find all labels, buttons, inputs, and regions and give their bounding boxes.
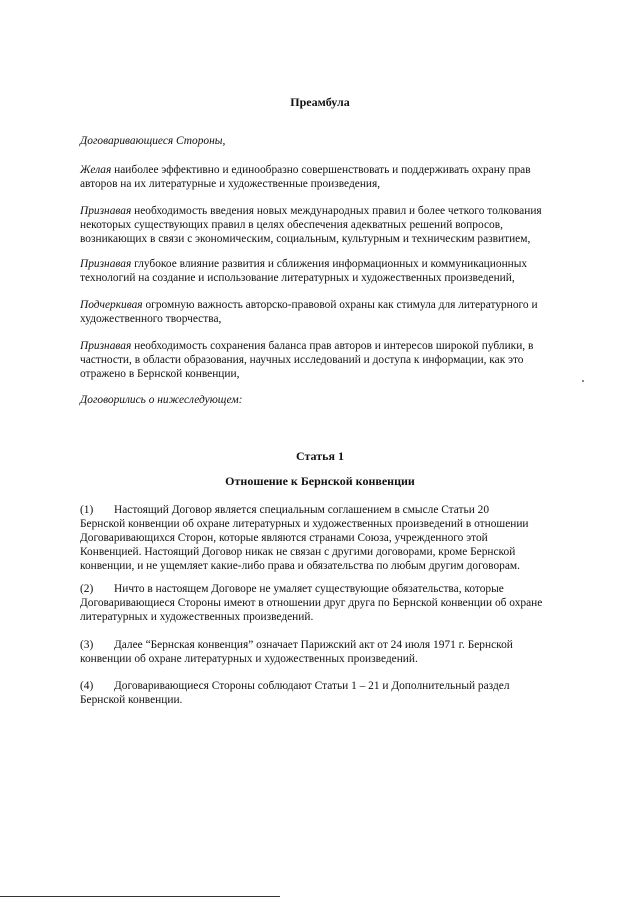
paragraph-number: (1) <box>80 504 94 516</box>
paragraph-text: необходимость введения новых международных правил и более четкого толкования <box>131 205 542 217</box>
paragraph-lead: Желая <box>80 164 112 176</box>
scan-speck <box>582 380 584 382</box>
paragraph-line <box>80 163 580 177</box>
preamble-closing: Договорились о нижеследующем: <box>80 394 243 406</box>
paragraph-text: Настоящий Договор является специальным соглашением в смысле Статьи 20 <box>114 504 490 516</box>
paragraph-line: частности, в области образования, научных исследований и доступа к информации, как это <box>80 354 524 366</box>
paragraph-line <box>80 298 580 312</box>
paragraph-lead: Признавая <box>80 258 132 270</box>
paragraph-line: Конвенцией. Настоящий Договор никак не связан с другими договорами, кроме Бернской <box>80 546 516 558</box>
paragraph-lead: Признавая <box>80 340 132 352</box>
paragraph-text: Ничто в настоящем Договоре не умаляет существующие обязательства, которые <box>114 583 504 595</box>
paragraph-line: некоторых существующих правил в целях обеспечения адекватных решений вопросов, <box>80 219 503 231</box>
paragraph-number: (3) <box>80 639 94 651</box>
paragraph-line <box>80 679 580 693</box>
paragraph-line: технологий на создание и использование литературных и художественных произведений, <box>80 272 515 284</box>
preamble-paragraph-2 <box>80 204 580 246</box>
preamble-paragraph-1 <box>80 163 580 191</box>
paragraph-line <box>80 638 580 652</box>
paragraph-line: возникающих в связи с экономическим, социальным, культурным и техническим развитием, <box>80 233 531 245</box>
paragraph-text: наиболее эффективно и единообразно совершенствовать и поддерживать охрану прав <box>111 164 531 176</box>
preamble-paragraph-4 <box>80 298 580 326</box>
article-paragraph-3 <box>80 638 580 666</box>
preamble-intro: Договаривающиеся Стороны, <box>80 135 226 147</box>
paragraph-line: Договаривающихся Сторон, которые являются странами Союза, учрежденного этой <box>80 532 488 544</box>
paragraph-line <box>80 339 580 353</box>
paragraph-lead: Подчеркивая <box>80 299 143 311</box>
preamble-paragraph-5 <box>80 339 580 381</box>
paragraph-line: конвенции, и не ущемляет какие-либо права и обязательства по любым другим договорам. <box>80 560 520 572</box>
preamble-title: Преамбула <box>290 95 350 109</box>
paragraph-text: Договаривающиеся Стороны соблюдают Статьи 1 – 21 и Дополнительный раздел <box>114 680 510 692</box>
paragraph-lead: Признавая <box>80 205 132 217</box>
paragraph-number: (4) <box>80 680 94 692</box>
paragraph-text: Далее “Бернская конвенция” означает Парижский акт от 24 июля 1971 г. Бернской <box>114 639 513 651</box>
paragraph-text: огромную важность авторско-правовой охраны как стимула для литературного и <box>142 299 538 311</box>
paragraph-line: Бернской конвенции. <box>80 694 183 706</box>
paragraph-line <box>80 257 580 271</box>
article-paragraph-2 <box>80 582 580 624</box>
paragraph-line: художественного творчества, <box>80 313 222 325</box>
paragraph-line: Договаривающиеся Стороны имеют в отношении друг друга по Бернской конвенции об охране <box>80 597 543 609</box>
paragraph-line: отражено в Бернской конвенции, <box>80 368 240 380</box>
paragraph-line <box>80 204 580 218</box>
footer-rule <box>0 896 280 897</box>
paragraph-line: литературных и художественных произведений. <box>80 611 314 623</box>
article-paragraph-1 <box>80 503 580 573</box>
preamble-paragraph-3 <box>80 257 580 285</box>
paragraph-line: Бернской конвенции об охране литературных и художественных произведений в отношении <box>80 518 529 530</box>
paragraph-line: конвенции об охране литературных и художественных произведений. <box>80 653 418 665</box>
paragraph-line <box>80 503 580 517</box>
paragraph-text: необходимость сохранения баланса прав авторов и интересов широкой публики, в <box>131 340 534 352</box>
paragraph-line: авторов на их литературные и художественные произведения, <box>80 178 381 190</box>
article-title: Статья 1 <box>296 449 344 463</box>
paragraph-number: (2) <box>80 583 94 595</box>
paragraph-text: глубокое влияние развития и сближения информационных и коммуникационных <box>131 258 528 270</box>
article-subtitle: Отношение к Бернской конвенции <box>225 474 415 488</box>
paragraph-line <box>80 582 580 596</box>
article-paragraph-4 <box>80 679 580 707</box>
